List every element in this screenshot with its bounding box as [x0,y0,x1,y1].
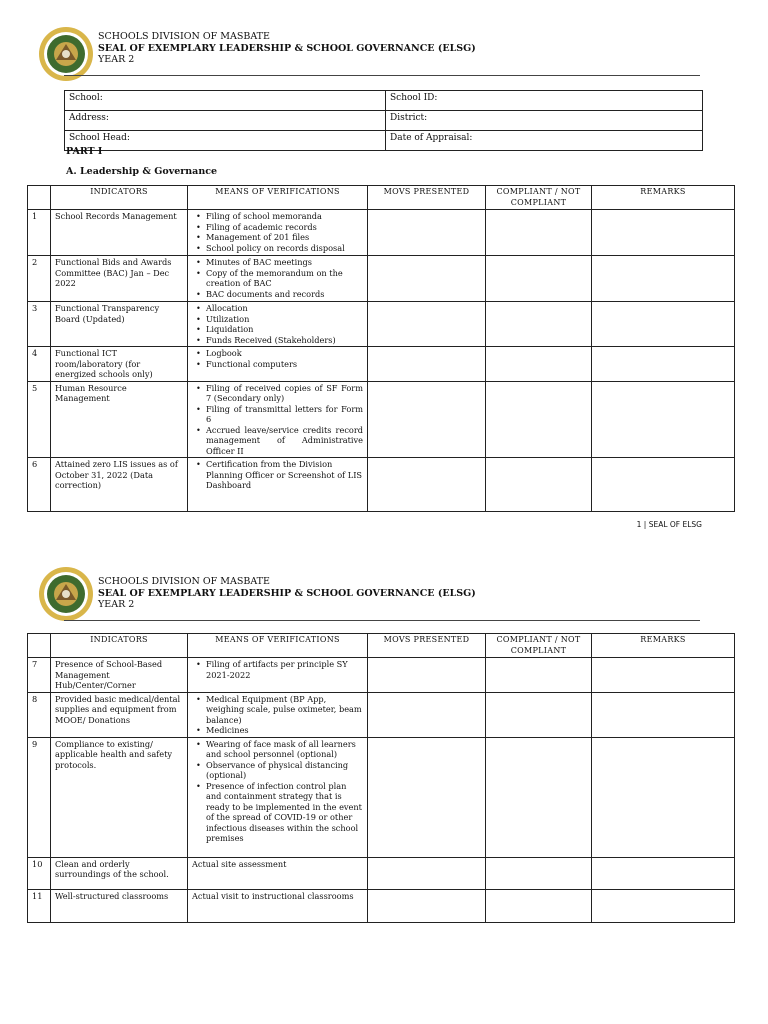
indicator-text: Functional Bids and Awards Committee (BAC) Jan – Dec 2022 [51,256,188,302]
row-number: 7 [28,658,51,693]
row-number: 4 [28,347,51,382]
row-number: 9 [28,737,51,857]
movs-presented-cell[interactable] [368,458,486,512]
mov-item: • BAC documents and records [206,289,363,300]
indicator-text: Functional Transparency Board (Updated) [51,302,188,347]
indicator-text: Human Resource Management [51,381,188,458]
mov-item: • Functional computers [206,359,363,370]
table-row [28,658,735,693]
remarks-cell[interactable] [592,302,735,347]
address-field: Address: [65,111,386,131]
school-field: School: [65,91,386,111]
means-of-verification [188,256,368,302]
movs-presented-cell[interactable] [368,302,486,347]
mov-item: • Allocation [206,303,363,314]
indicators-header: INDICATORS [51,186,188,210]
table-row [28,210,735,256]
table-row [28,302,735,347]
indicators-header: INDICATORS [51,634,188,658]
remarks-header: REMARKS [592,186,735,210]
table-row [28,458,735,512]
header-divider [64,75,700,76]
row-number: 11 [28,889,51,922]
movs-presented-cell[interactable] [368,347,486,382]
mov-item: • School policy on records disposal [206,243,363,254]
means-of-verification: Actual site assessment [188,857,368,889]
page-footer: 1 | SEAL OF ELSG [636,520,702,529]
compliance-cell[interactable] [486,658,592,693]
mov-item: • Logbook [206,348,363,359]
mov-item: • Management of 201 files [206,232,363,243]
remarks-cell[interactable] [592,381,735,458]
table-row [28,381,735,458]
seal-title: SEAL OF EXEMPLARY LEADERSHIP & SCHOOL GOVERNANCE (ELSG) [98,587,476,599]
mov-item: • Medicines [206,725,363,736]
division-name: SCHOOLS DIVISION OF MASBATE [98,31,270,42]
remarks-cell[interactable] [592,737,735,857]
movs-presented-cell[interactable] [368,210,486,256]
remarks-cell[interactable] [592,347,735,382]
indicator-text: Functional ICT room/laboratory (for energized schools only) [51,347,188,382]
row-number: 3 [28,302,51,347]
table-row [28,857,735,889]
mov-item: • Presence of infection control plan and containment strategy that is ready to be implemented in the event of the spread of COVID-19 or other infectious diseases within the school premises [206,781,363,844]
remarks-cell[interactable] [592,692,735,737]
indicator-text: Provided basic medical/dental supplies and equipment from MOOE/ Donations [51,692,188,737]
header-divider [64,620,700,621]
mov-item: • Liquidation [206,324,363,335]
row-number: 8 [28,692,51,737]
means-of-verification [188,210,368,256]
means-of-verification: Actual visit to instructional classrooms [188,889,368,922]
indicators-table-1 [27,185,735,512]
date-of-appraisal-field: Date of Appraisal: [386,131,703,151]
compliance-cell[interactable] [486,692,592,737]
section-heading: A. Leadership & Governance [66,166,218,177]
compliance-cell[interactable] [486,889,592,922]
means-of-verification [188,658,368,693]
movs-presented-header: MOVS PRESENTED [368,186,486,210]
mov-item: • Copy of the memorandum on the creation of BAC [206,268,363,289]
compliance-cell[interactable] [486,737,592,857]
indicator-text: School Records Management [51,210,188,256]
mov-item: • Filing of academic records [206,222,363,233]
row-number: 5 [28,381,51,458]
mov-item: • Funds Received (Stakeholders) [206,335,363,346]
movs-presented-cell[interactable] [368,692,486,737]
table-row [28,889,735,922]
compliance-cell[interactable] [486,210,592,256]
means-of-verification [188,302,368,347]
mov-item: • Observance of physical distancing (optional) [206,760,363,781]
movs-presented-cell[interactable] [368,381,486,458]
seal-title: SEAL OF EXEMPLARY LEADERSHIP & SCHOOL GOVERNANCE (ELSG) [98,42,476,54]
year-label: YEAR 2 [98,54,135,65]
compliance-cell[interactable] [486,256,592,302]
row-number: 10 [28,857,51,889]
indicator-text: Well-structured classrooms [51,889,188,922]
mov-item: • Filing of transmittal letters for Form 6 [206,404,363,425]
movs-presented-cell[interactable] [368,889,486,922]
year-label: YEAR 2 [98,599,135,610]
means-of-verification-header: MEANS OF VERIFICATIONS [188,634,368,658]
mov-item: • Certification from the Division Planning Officer or Screenshot of LIS Dashboard [206,459,363,491]
row-number: 2 [28,256,51,302]
mov-item: • Wearing of face mask of all learners and school personnel (optional) [206,739,363,760]
remarks-cell[interactable] [592,210,735,256]
letterhead [98,576,476,611]
deped-seal-logo [38,26,94,82]
table-header-row [28,634,735,658]
remarks-header: REMARKS [592,634,735,658]
movs-presented-cell[interactable] [368,857,486,889]
mov-item: • Medical Equipment (BP App, weighing scale, pulse oximeter, beam balance) [206,694,363,726]
compliance-cell[interactable] [486,857,592,889]
compliance-cell[interactable] [486,302,592,347]
deped-seal-logo [38,566,94,622]
movs-presented-cell[interactable] [368,658,486,693]
division-name: SCHOOLS DIVISION OF MASBATE [98,576,270,587]
mov-item: • Utilization [206,314,363,325]
remarks-cell[interactable] [592,256,735,302]
table-row [28,347,735,382]
compliance-header: COMPLIANT / NOT COMPLIANT [486,186,592,210]
mov-item: • Accrued leave/service credits record management of Administrative Officer II [206,425,363,457]
means-of-verification-header: MEANS OF VERIFICATIONS [188,186,368,210]
mov-item: • Filing of received copies of SF Form 7 (Secondary only) [206,383,363,404]
number-header [28,634,51,658]
letterhead [98,31,476,66]
movs-presented-cell[interactable] [368,256,486,302]
remarks-cell[interactable] [592,458,735,512]
row-number: 6 [28,458,51,512]
number-header [28,186,51,210]
remarks-cell[interactable] [592,889,735,922]
means-of-verification [188,381,368,458]
means-of-verification [188,347,368,382]
school-id-field: School ID: [386,91,703,111]
means-of-verification [188,458,368,512]
compliance-cell[interactable] [486,381,592,458]
school-head-field: School Head: [65,131,386,151]
means-of-verification [188,692,368,737]
remarks-cell[interactable] [592,658,735,693]
school-info-table [64,90,703,151]
mov-item: • Filing of artifacts per principle SY 2021-2022 [206,659,363,680]
mov-item: • Minutes of BAC meetings [206,257,363,268]
district-field: District: [386,111,703,131]
indicator-text: Compliance to existing/ applicable health and safety protocols. [51,737,188,857]
movs-presented-cell[interactable] [368,737,486,857]
mov-item: • Filing of school memoranda [206,211,363,222]
row-number: 1 [28,210,51,256]
document-page-2 [0,560,768,1024]
indicator-text: Attained zero LIS issues as of October 31, 2022 (Data correction) [51,458,188,512]
compliance-cell[interactable] [486,458,592,512]
indicators-table-2 [27,633,735,923]
table-header-row [28,186,735,210]
indicator-text: Presence of School-Based Management Hub/Center/Corner [51,658,188,693]
compliance-header: COMPLIANT / NOT COMPLIANT [486,634,592,658]
remarks-cell[interactable] [592,857,735,889]
means-of-verification [188,737,368,857]
table-row [28,737,735,857]
movs-presented-header: MOVS PRESENTED [368,634,486,658]
table-row [28,692,735,737]
table-row [28,256,735,302]
part-heading: PART I [66,146,103,157]
compliance-cell[interactable] [486,347,592,382]
indicator-text: Clean and orderly surroundings of the school. [51,857,188,889]
